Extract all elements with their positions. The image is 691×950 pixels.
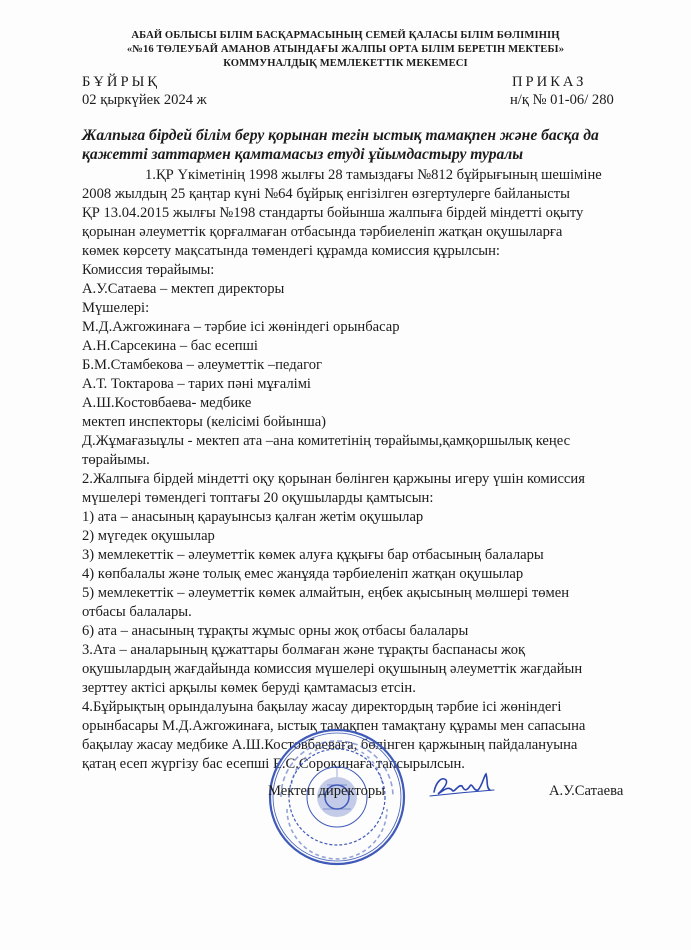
body-line: 4.Бұйрықтың орындалуына бақылау жасау директордың тәрбие ісі жөніндегі xyxy=(82,699,562,715)
signature-name: А.У.Сатаева xyxy=(549,783,624,799)
body-line: А.Ш.Костовбаева- медбике xyxy=(82,395,252,411)
body-line: А.Н.Сарсекина – бас есепші xyxy=(82,338,258,354)
header-line-3: КОММУНАЛДЫҚ МЕМЛЕКЕТТІК МЕКЕМЕСІ xyxy=(223,58,468,69)
signature-role: Мектеп директоры xyxy=(268,783,385,799)
body-line: отбасы балалары. xyxy=(82,604,192,620)
title-line-2: қажетті заттармен қамтамасыз етуді ұйымдастыру туралы xyxy=(82,146,524,163)
body-line: Мүшелері: xyxy=(82,300,150,316)
body-line: 5) мемлекеттік – әлеуметтік көмек алмайтын, еңбек ақысының мөлшері төмен xyxy=(82,585,570,601)
body-line: қорынан әлеуметтік қорғалмаған отбасында тәрбиеленіп жатқан оқушыларға xyxy=(82,224,563,240)
body-line: қатаң есеп жүргізу бас есепші Е.С.Сорокинаға тапсырылсын. xyxy=(82,756,465,772)
body-line: 3) мемлекеттік – әлеуметтік көмек алуға құқығы бар отбасының балалары xyxy=(82,547,544,563)
body-line: 2008 жылдың 25 қаңтар күні №64 бұйрық енгізілген өзгертулерге байланысты xyxy=(82,186,570,202)
body-line: 1.ҚР Үкіметінің 1998 жылғы 28 тамыздағы №812 бұйрығының шешіміне xyxy=(145,167,602,183)
body-line: мектеп инспекторы (келісімі бойынша) xyxy=(82,414,327,430)
body-line: 2.Жалпыға бірдей міндетті оқу қорынан бөлінген қаржыны игеру үшін комиссия xyxy=(82,471,585,487)
body-line: 2) мүгедек оқушылар xyxy=(82,528,215,544)
body-line: 1) ата – анасының қарауынсыз қалған жетім оқушылар xyxy=(82,509,424,525)
body-line: А.У.Сатаева – мектеп директоры xyxy=(82,281,285,297)
header-line-1: АБАЙ ОБЛЫСЫ БІЛІМ БАСҚАРМАСЫНЫҢ СЕМЕЙ ҚАЛАСЫ БІЛІМ БӨЛІМІНІҢ xyxy=(131,30,560,41)
order-date: 02 қыркүйек 2024 ж xyxy=(82,92,207,108)
body-line: көмек көрсету мақсатында төмендегі құрамда комиссия құрылсын: xyxy=(82,243,500,259)
body-line: М.Д.Ажгожинаға – тәрбие ісі жөніндегі орынбасар xyxy=(82,319,400,335)
body-line: мүшелері төмендегі топтағы 20 оқушыларды қамтысын: xyxy=(82,490,434,506)
body-line: 6) ата – анасының тұрақты жұмыс орны жоқ отбасы балалары xyxy=(82,623,469,639)
body-line: 4) көпбалалы және толық емес жанұяда тәрбиеленіп жатқан оқушылар xyxy=(82,566,524,582)
handwritten-signature xyxy=(428,770,498,804)
body-line: Д.Жұмағазыұлы - мектеп ата –ана комитетінің төрайымы,қамқоршылық кеңес xyxy=(82,433,571,449)
body-line: төрайымы. xyxy=(82,452,150,468)
body-line: Б.М.Стамбекова – әлеуметтік –педагог xyxy=(82,357,323,373)
title-line-1: Жалпыға бірдей білім беру қорынан тегін ыстық тамақпен және басқа да xyxy=(82,127,599,144)
header-line-2: «№16 ТӨЛЕУБАЙ АМАНОВ АТЫНДАҒЫ ЖАЛПЫ ОРТА БІЛІМ БЕРЕТІН МЕКТЕБІ» xyxy=(126,44,565,55)
order-label-kz: БҰЙРЫҚ xyxy=(82,74,161,90)
body-line: ҚР 13.04.2015 жылғы №198 стандарты бойынша жалпыға бірдей міндетті оқыту xyxy=(82,205,584,221)
body-line: бақылау жасау медбике А.Ш.Костовбаеваға, бөлінген қаржының пайдалануына xyxy=(82,737,578,753)
order-number: н/қ № 01-06/ 280 xyxy=(510,92,614,108)
body-line: 3.Ата – аналарының құжаттары болмаған және тұрақты баспанасы жоқ xyxy=(82,642,526,658)
order-label-ru: ПРИКАЗ xyxy=(512,74,587,90)
body-line: А.Т. Токтарова – тарих пәні мұғалімі xyxy=(82,376,311,392)
body-line: оқушылардың жағдайында комиссия мүшелері оқушының әлеуметтік жағдайын xyxy=(82,661,583,677)
body-line: зерттеу актісі арқылы көмек беруді қамтамасыз етсін. xyxy=(82,680,416,696)
body-line: Комиссия төрайымы: xyxy=(82,262,215,278)
body-line: орынбасары М.Д.Ажгожинаға, ыстық тамақпен тамақтану құрамы мен сапасына xyxy=(82,718,586,734)
